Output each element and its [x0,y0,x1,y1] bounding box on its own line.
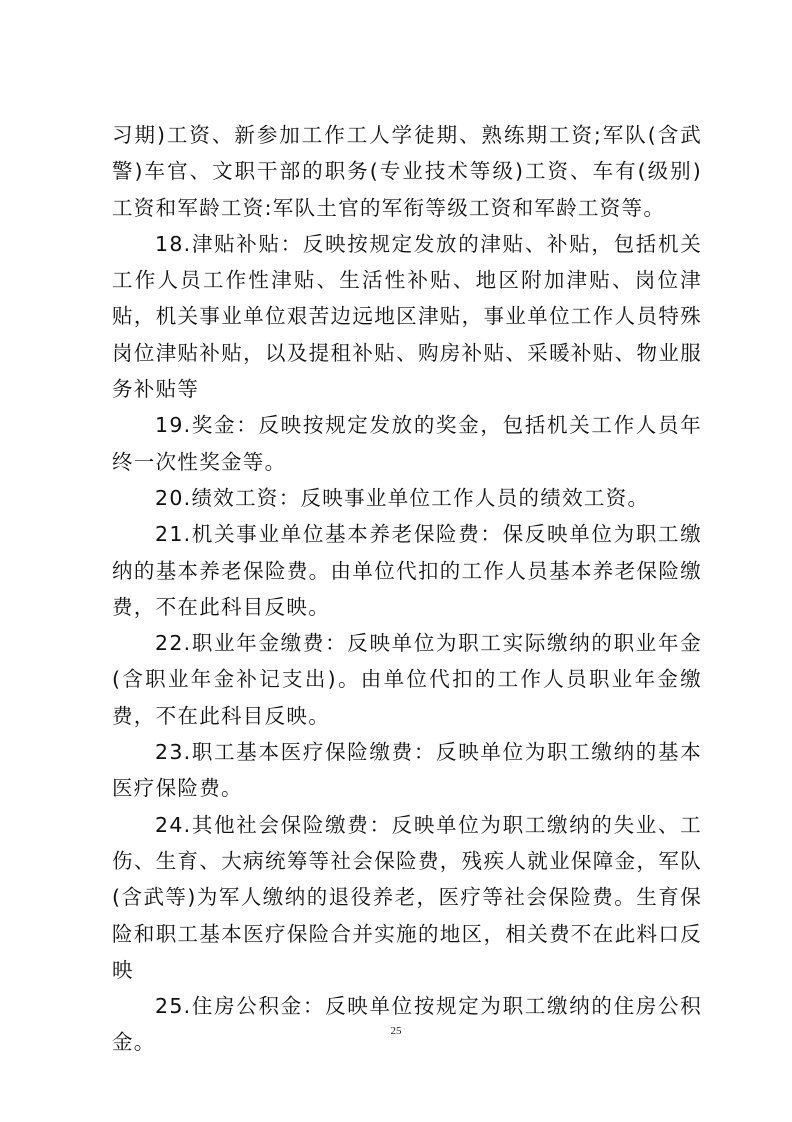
paragraph-bonus: 19.奖金：反映按规定发放的奖金，包括机关工作人员年终一次性奖金等。 [112,413,702,474]
paragraph-performance-pay: 20.绩效工资：反映事业单位工作人员的绩效工资。 [155,485,650,510]
paragraph-medical-insurance: 23.职工基本医疗保险缴费：反映单位为职工缴纳的基本医疗保险费。 [112,740,702,801]
paragraph-other-social-insurance: 24.其他社会保险缴费：反映单位为职工缴纳的失业、工伤、生育、大病统筹等社会保险费，残疾人就业保障金，军队(含武等)为军人缴纳的退役养老，医疗等社会保险费。生育保险和职工基本医疗保险合并实施的地区，相关费不在此料口反映 [112,812,702,982]
paragraph-allowances: 18.津贴补贴：反映按规定发放的津贴、补贴，包括机关工作人员工作性津贴、生活性补贴、地区附加津贴、岗位津贴，机关事业单位艰苦边远地区津贴，事业单位工作人员特殊岗位津贴补贴，以及提租补贴、购房补贴、采暖补贴、物业服务补贴等 [112,231,702,402]
paragraph-occupational-annuity: 22.职业年金缴费：反映单位为职工实际缴纳的职业年金(含职业年金补记支出)。由单位代扣的工作人员职业年金缴费，不在此科目反映。 [112,631,702,728]
paragraph-housing-fund: 25.住房公积金：反映单位按规定为职工缴纳的住房公积金。 [112,994,702,1055]
page-number: 25 [390,1025,402,1037]
body-text [112,117,702,1061]
paragraph-wage-continuation: 习期)工资、新参加工作工人学徒期、熟练期工资;军队(含武警)车官、文职干部的职务(专业技术等级)工资、车有(级别)工资和军龄工资:军队土官的军衔等级工资和军龄工资等。 [112,123,702,220]
paragraph-pension-insurance: 21.机关事业单位基本养老保险费：保反映单位为职工缴纳的基本养老保险费。由单位代扣的工作人员基本养老保险缴费，不在此科目反映。 [112,522,702,619]
